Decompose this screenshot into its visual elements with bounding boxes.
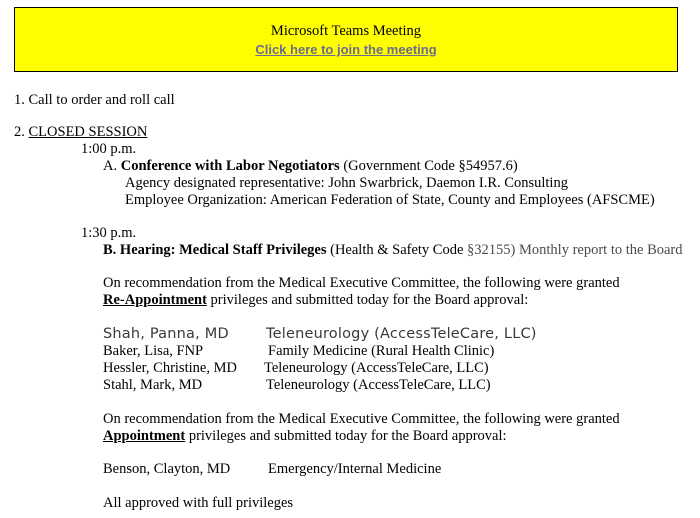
join-meeting-link[interactable]: Click here to join the meeting bbox=[255, 42, 437, 57]
employee-organization: Employee Organization: American Federation of State, County and Employees (AFSCME) bbox=[125, 192, 655, 208]
item-b-code: (Health & Safety Code bbox=[326, 242, 468, 258]
reappointment-name: Hessler, Christine, MD bbox=[103, 360, 237, 376]
item-a-code: (Government Code §54957.6) bbox=[339, 158, 518, 174]
reappointment-name: Baker, Lisa, FNP bbox=[103, 343, 204, 359]
session1-item-a bbox=[103, 158, 518, 175]
appointment-label: Appointment bbox=[103, 428, 186, 444]
agenda-item-1: 1. Call to order and roll call bbox=[14, 92, 175, 108]
closing-statement: All approved with full privileges bbox=[103, 495, 294, 511]
item-a-prefix: A. bbox=[103, 158, 121, 174]
appointment-dept: Emergency/Internal Medicine bbox=[268, 461, 442, 477]
item-b-code-cont: §32155) Monthly report to the Board bbox=[467, 242, 683, 258]
teams-meeting-banner bbox=[14, 7, 678, 72]
session2-item-b bbox=[103, 242, 683, 259]
item-number: 2. bbox=[14, 124, 29, 140]
reappointment-dept: Teleneurology (AccessTeleCare, LLC) bbox=[266, 377, 491, 393]
reappointment-dept: Teleneurology (AccessTeleCare, LLC) bbox=[266, 326, 537, 342]
session2-time: 1:30 p.m. bbox=[81, 225, 137, 241]
reappointment-dept: Teleneurology (AccessTeleCare, LLC) bbox=[264, 360, 489, 376]
reappointment-intro-line1: On recommendation from the Medical Executive Committee, the following were granted bbox=[103, 275, 620, 291]
item-a-title: Conference with Labor Negotiators bbox=[120, 158, 340, 174]
item-b-title: B. Hearing: Medical Staff Privileges bbox=[103, 242, 327, 258]
reappointment-label: Re-Appointment bbox=[103, 292, 207, 308]
session1-time: 1:00 p.m. bbox=[81, 141, 137, 157]
appointment-intro-rest: privileges and submitted today for the Board approval: bbox=[185, 428, 507, 444]
agency-representative: Agency designated representative: John Swarbrick, Daemon I.R. Consulting bbox=[125, 175, 568, 191]
reappointment-intro-rest: privileges and submitted today for the Board approval: bbox=[206, 292, 529, 308]
agenda-item-2 bbox=[14, 124, 147, 141]
reappointment-name: Stahl, Mark, MD bbox=[103, 377, 203, 393]
appointment-intro-line1: On recommendation from the Medical Executive Committee, the following were granted bbox=[103, 411, 620, 427]
closed-session-heading: CLOSED SESSION bbox=[28, 124, 148, 140]
reappointment-name: Shah, Panna, MD bbox=[103, 326, 229, 342]
reappointment-dept: Family Medicine (Rural Health Clinic) bbox=[268, 343, 495, 359]
reappointment-intro-line2 bbox=[103, 292, 528, 309]
appointment-name: Benson, Clayton, MD bbox=[103, 461, 231, 477]
appointment-intro-line2 bbox=[103, 428, 507, 445]
banner-title: Microsoft Teams Meeting bbox=[270, 23, 422, 39]
